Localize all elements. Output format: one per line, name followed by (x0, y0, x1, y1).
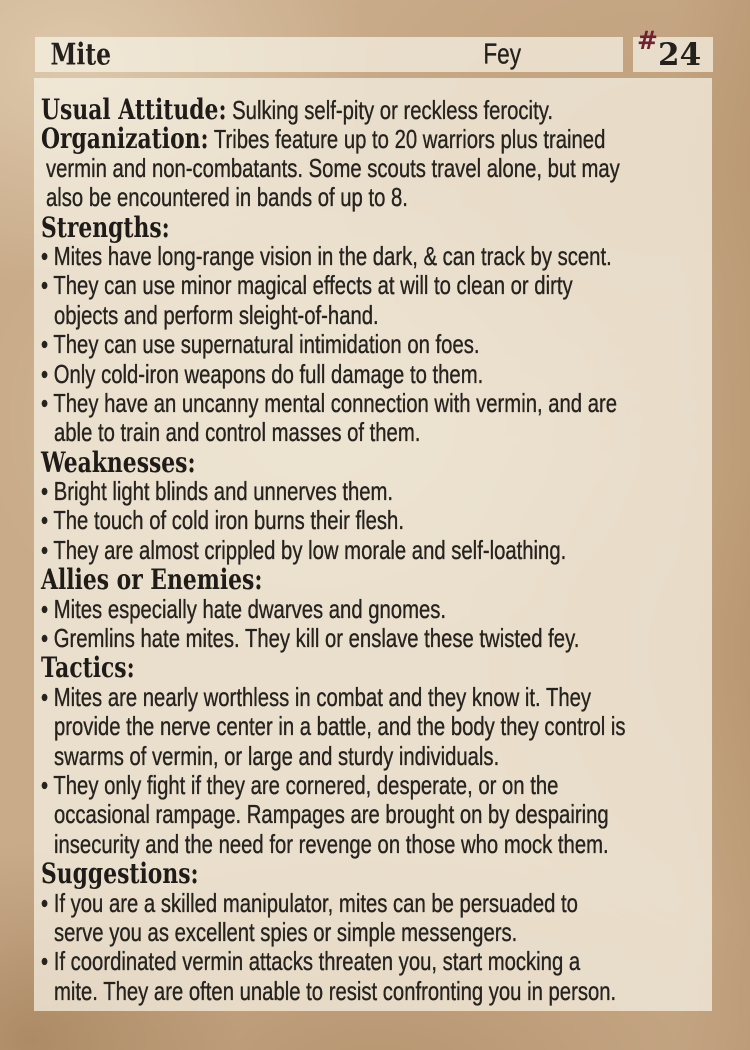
number-sign-icon: # (637, 26, 658, 55)
line-text: also be encountered in bands of up to 8. (46, 182, 408, 213)
line-text: If you are a skilled manipulator, mites can be persuaded to (53, 887, 578, 918)
line-text: provide the nerve center in a battle, and the body they control is (54, 711, 626, 742)
text-line-bullet-cont (41, 301, 708, 330)
text-line-bullet (41, 242, 708, 271)
line-text: They can use minor magical effects at will to clean or dirty (53, 270, 573, 301)
text-line-heading (41, 651, 708, 685)
bullet-icon: • (41, 681, 54, 712)
text-line-bullet (41, 595, 708, 624)
bullet-icon: • (41, 240, 54, 271)
text-line-bullet (41, 330, 708, 359)
bullet-icon: • (41, 387, 54, 418)
line-text: objects and perform sleight-of-hand. (54, 299, 379, 330)
line-text: Gremlins hate mites. They kill or enslave these twisted fey. (53, 623, 580, 654)
section-label: Organization: (41, 122, 209, 156)
text-line-bullet (41, 771, 708, 800)
section-label: Suggestions: (41, 857, 199, 891)
text-line-bullet (41, 506, 708, 535)
card-header-bar (35, 37, 623, 72)
text-line-cont (41, 154, 708, 183)
section-label: Usual Attitude: (41, 93, 227, 126)
text-line-bullet (41, 683, 708, 712)
line-text: Only cold-iron weapons do full damage to them. (53, 358, 484, 389)
text-line-bullet (41, 271, 708, 300)
bullet-icon: • (41, 505, 54, 536)
section-label: Weaknesses: (41, 445, 196, 479)
line-text: If coordinated vermin attacks threaten you, start mocking a (53, 946, 581, 977)
line-text: They only fight if they are cornered, desperate, or on the (53, 769, 559, 800)
section-label: Strengths: (41, 210, 170, 244)
line-text: able to train and control masses of them. (54, 417, 421, 448)
line-text: mite. They are often unable to resist confronting you in person. (54, 975, 617, 1006)
card-title: Mite (50, 37, 112, 72)
line-text: vermin and non-combatants. Some scouts travel alone, but may (46, 152, 620, 183)
text-line-heading (41, 210, 708, 244)
bullet-icon: • (41, 623, 54, 654)
text-line-labeled (41, 95, 708, 124)
line-text: swarms of vermin, or large and sturdy individuals. (54, 740, 500, 771)
line-text: Mites are nearly worthless in combat and they know it. They (53, 681, 592, 712)
bullet-icon: • (41, 534, 54, 565)
line-text: The touch of cold iron burns their flesh. (53, 505, 404, 536)
text-line-bullet (41, 624, 708, 653)
section-label: Allies or Enemies: (41, 563, 263, 597)
line-text: They can use supernatural intimidation on foes. (53, 329, 480, 360)
line-text: serve you as excellent spies or simple messengers. (54, 916, 518, 947)
text-line-bullet (41, 389, 708, 418)
line-text: They have an uncanny mental connection with vermin, and are (53, 387, 618, 418)
section-label: Tactics: (41, 651, 135, 685)
text-line-bullet-cont (41, 418, 708, 447)
line-text: Sulking self-pity or reckless ferocity. (226, 95, 553, 125)
text-line-bullet (41, 889, 708, 918)
line-text: Tribes feature up to 20 warriors plus trained (208, 124, 606, 155)
line-text: Bright light blinds and unnerves them. (53, 476, 394, 507)
line-text: occasional rampage. Rampages are brought on by despairing (54, 799, 609, 830)
text-line-cont (41, 183, 708, 212)
text-line-bullet-cont (41, 800, 708, 829)
line-text: They are almost crippled by low morale and self-loathing. (53, 534, 567, 565)
bullet-icon: • (41, 476, 54, 507)
text-line-bullet-cont (41, 977, 708, 1006)
bullet-icon: • (41, 887, 54, 918)
bullet-icon: • (41, 593, 54, 624)
card-number: 24 (658, 37, 702, 73)
text-line-bullet-cont (41, 742, 708, 771)
card-body-text (34, 78, 712, 1011)
bullet-icon: • (41, 769, 54, 800)
text-line-bullet (41, 360, 708, 389)
line-text: insecurity and the need for revenge on those who mock them. (54, 828, 609, 859)
bullet-icon: • (41, 329, 54, 360)
text-line-bullet-cont (41, 918, 708, 947)
bullet-icon: • (41, 270, 54, 301)
card-creature-type: Fey (483, 38, 522, 70)
text-line-heading (41, 445, 708, 479)
text-line-heading (41, 857, 708, 891)
line-text: Mites have long-range vision in the dark, & can track by scent. (53, 240, 612, 271)
text-line-bullet (41, 947, 708, 976)
text-line-labeled (41, 122, 708, 156)
line-text: Mites especially hate dwarves and gnomes. (53, 593, 447, 624)
text-line-bullet-cont (41, 830, 708, 859)
card-number-box (633, 26, 713, 73)
text-line-heading (41, 563, 708, 597)
bullet-icon: • (41, 946, 54, 977)
text-line-bullet-cont (41, 712, 708, 741)
text-line-bullet (41, 477, 708, 506)
bullet-icon: • (41, 358, 54, 389)
text-line-bullet (41, 536, 708, 565)
